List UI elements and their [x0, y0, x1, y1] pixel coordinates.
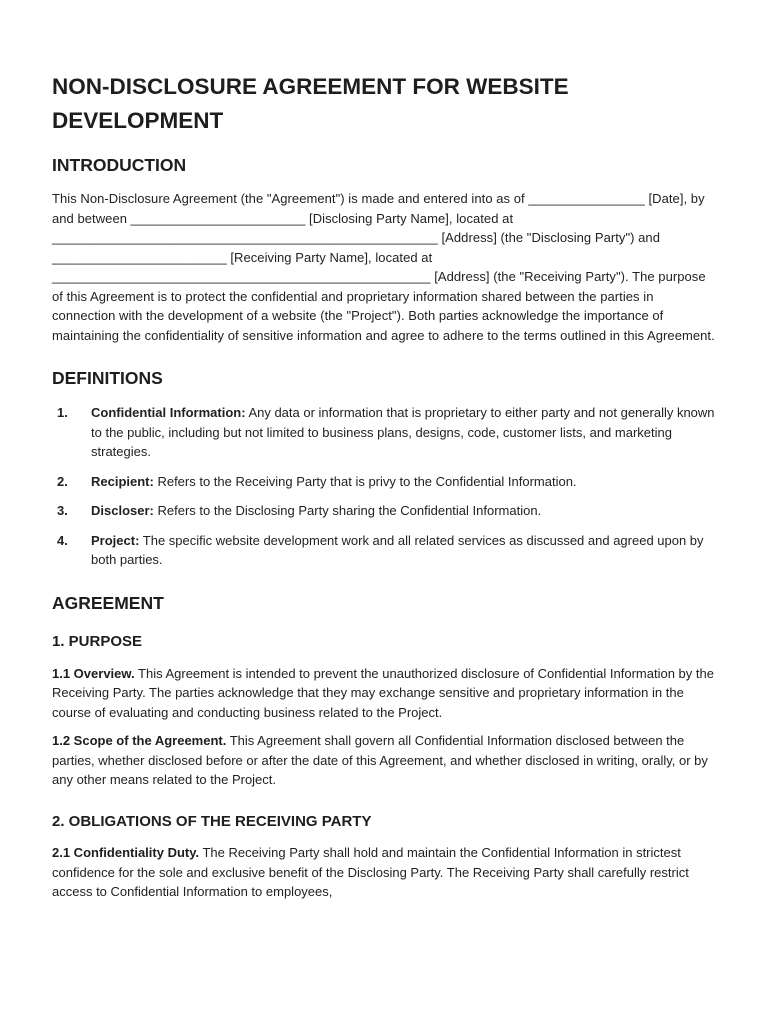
definition-text: Refers to the Disclosing Party sharing the Confidential Information. [153, 503, 542, 518]
definition-text: Any data or information that is proprietary to either party and not generally known to the public, including but not limited to business plans, designs, code, customer lists, and marketing strategies. [91, 405, 715, 459]
clause-overview [52, 664, 718, 723]
definition-number: 2. [57, 473, 68, 489]
definition-item [52, 531, 718, 570]
clause-scope [52, 731, 718, 790]
definition-term: Confidential Information: [91, 405, 246, 420]
definition-term: Discloser: [91, 503, 154, 518]
obligations-heading: 2. OBLIGATIONS OF THE RECEIVING PARTY [52, 812, 372, 830]
clause-overview-label: 1.1 Overview. [52, 665, 135, 681]
clause-duty-label: 2.1 Confidentiality Duty. [52, 845, 200, 861]
definition-term: Recipient: [91, 473, 154, 489]
definitions-heading: DEFINITIONS [52, 368, 163, 389]
definition-term: Project: [91, 532, 140, 548]
definition-number: 4. [57, 532, 68, 548]
definition-number: 3. [57, 503, 68, 518]
introduction-paragraph: This Non-Disclosure Agreement (the "Agreement") is made and entered into as of ________________ [Date], by and between ________________________ [Disclosing Party Name], located at _____________________________________________________ [Address] (the "Disclosing Party") and ________________________ [Receiving Party Name], located at ____________________________________________________ [Address] (the "Receiving Party"). The purpose of this Agreement is to protect the confidential and proprietary information shared between the parties in connection with the development of a website (the "Project"). Both parties acknowledge the importance of maintaining the confidentiality of sensitive information and agree to adhere to the terms outlined in this Agreement. [52, 191, 715, 343]
purpose-heading: 1. PURPOSE [52, 633, 143, 651]
definition-item [52, 403, 718, 462]
clause-duty-text: The Receiving Party shall hold and maintain the Confidential Information in strictest confidence for the sole and exclusive benefit of the Disclosing Party. The Receiving Party shall carefully restrict access to Confidential Information to employees, [52, 845, 689, 900]
document-title: NON-DISCLOSURE AGREEMENT FOR WEBSITE DEVELOPMENT [52, 74, 569, 133]
definition-text: The specific website development work and all related services as discussed and agreed upon by both parties. [91, 532, 704, 567]
definition-item [52, 501, 718, 521]
introduction-heading: INTRODUCTION [52, 154, 187, 175]
definitions-list [52, 403, 718, 570]
definition-text: Refers to the Receiving Party that is privy to the Confidential Information. [153, 473, 577, 489]
definition-item [52, 472, 718, 492]
clause-overview-text: This Agreement is intended to prevent the unauthorized disclosure of Confidential Information by the Receiving Party. The parties acknowledge that they may exchange sensitive and proprietary information in the course of evaluating and conducting business related to the Project. [52, 665, 714, 720]
clause-confidentiality-duty [52, 843, 718, 902]
definition-number: 1. [57, 405, 68, 420]
clause-scope-label: 1.2 Scope of the Agreement. [52, 733, 227, 749]
clause-scope-text: This Agreement shall govern all Confidential Information disclosed between the parties, whether disclosed before or after the date of this Agreement, and whether disclosed in writing, orally, or by any other means related to the Project. [52, 733, 708, 788]
agreement-heading: AGREEMENT [52, 592, 164, 613]
